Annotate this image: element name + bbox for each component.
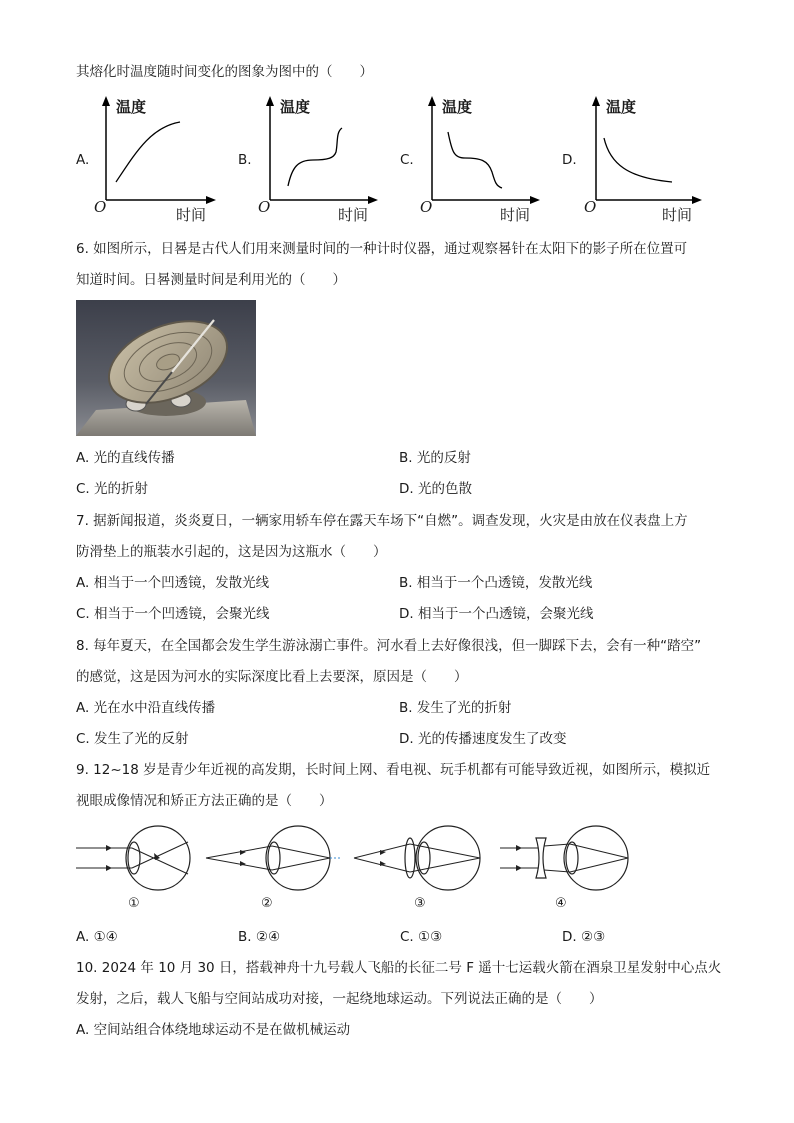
q8-option-c: C. 发生了光的反射 [76, 731, 189, 747]
figure-label-2: ② [261, 896, 273, 911]
y-axis-label: 温度 [442, 98, 473, 116]
q6-line2: 知道时间。日晷测量时间是利用光的（ ） [76, 272, 346, 288]
option-c-label: C. [400, 152, 414, 168]
q9-option-b: B. ②④ [238, 929, 281, 945]
q7-line2: 防滑垫上的瓶装水引起的，这是因为这瓶水（ ） [76, 544, 387, 560]
q8-option-a: A. 光在水中沿直线传播 [76, 700, 216, 716]
x-axis-label: 时间 [338, 206, 369, 224]
origin-label: O [584, 198, 597, 216]
y-axis-label: 温度 [606, 98, 637, 116]
q8-option-b: B. 发生了光的折射 [399, 700, 512, 716]
q7-option-d: D. 相当于一个凸透镜，会聚光线 [399, 606, 594, 622]
figure-label-1: ① [128, 896, 140, 911]
q5-text: 其熔化时温度随时间变化的图象为图中的（ ） [76, 64, 373, 80]
q6-option-a: A. 光的直线传播 [76, 450, 175, 466]
q10-option-a: A. 空间站组合体绕地球运动不是在做机械运动 [76, 1022, 351, 1038]
y-axis-label: 温度 [280, 98, 311, 116]
q9-line1: 9. 12~18 岁是青少年近视的高发期，长时间上网、看电视、玩手机都有可能导致近视，如图所示，模拟近 [76, 762, 711, 778]
q6-option-b: B. 光的反射 [399, 450, 471, 466]
q9-option-a: A. ①④ [76, 929, 118, 945]
option-d-label: D. [562, 152, 577, 168]
q6-option-c: C. 光的折射 [76, 481, 149, 497]
eye-diagram-4 [500, 826, 628, 890]
origin-label: O [94, 198, 107, 216]
q9-line2: 视眼成像情况和矫正方法正确的是（ ） [76, 793, 333, 809]
q9-option-d: D. ②③ [562, 929, 606, 945]
graph-option-b [238, 92, 388, 224]
q8-line1: 8. 每年夏天，在全国都会发生学生游泳溺亡事件。河水看上去好像很浅，但一脚踩下去，会有一种“踏空” [76, 638, 702, 654]
q6-line1: 6. 如图所示，日晷是古代人们用来测量时间的一种计时仪器，通过观察晷针在太阳下的影子所在位置可 [76, 241, 688, 257]
y-axis-label: 温度 [116, 98, 147, 116]
q10-line2: 发射，之后，载人飞船与空间站成功对接，一起绕地球运动。下列说法正确的是（ ） [76, 991, 603, 1007]
q7-option-c: C. 相当于一个凹透镜，会聚光线 [76, 606, 270, 622]
q8-option-d: D. 光的传播速度发生了改变 [399, 731, 567, 747]
q7-line1: 7. 据新闻报道，炎炎夏日，一辆家用轿车停在露天车场下“自燃”。调查发现，火灾是由放在仪表盘上方 [76, 513, 688, 529]
q8-line2: 的感觉，这是因为河水的实际深度比看上去要深，原因是（ ） [76, 669, 468, 685]
graph-option-c [400, 92, 550, 224]
origin-label: O [420, 198, 433, 216]
origin-label: O [258, 198, 271, 216]
eye-diagrams [76, 822, 646, 917]
x-axis-label: 时间 [176, 206, 207, 224]
x-axis-label: 时间 [500, 206, 531, 224]
q7-option-a: A. 相当于一个凹透镜，发散光线 [76, 575, 270, 591]
figure-label-4: ④ [555, 896, 567, 911]
q9-option-c: C. ①③ [400, 929, 443, 945]
q6-option-d: D. 光的色散 [399, 481, 472, 497]
q10-line1: 10. 2024 年 10 月 30 日，搭载神舟十九号载人飞船的长征二号 F 遥十七运载火箭在酒泉卫星发射中心点火 [76, 960, 722, 976]
graph-option-a [76, 92, 226, 224]
option-a-label: A. [76, 152, 90, 168]
eye-diagram-2 [206, 826, 342, 890]
q7-option-b: B. 相当于一个凸透镜，发散光线 [399, 575, 593, 591]
sundial-photo [76, 300, 256, 436]
eye-diagram-1 [76, 826, 190, 890]
eye-diagram-3 [354, 826, 480, 890]
graph-option-d [562, 92, 712, 224]
option-b-label: B. [238, 152, 252, 168]
figure-label-3: ③ [414, 896, 426, 911]
x-axis-label: 时间 [662, 206, 693, 224]
